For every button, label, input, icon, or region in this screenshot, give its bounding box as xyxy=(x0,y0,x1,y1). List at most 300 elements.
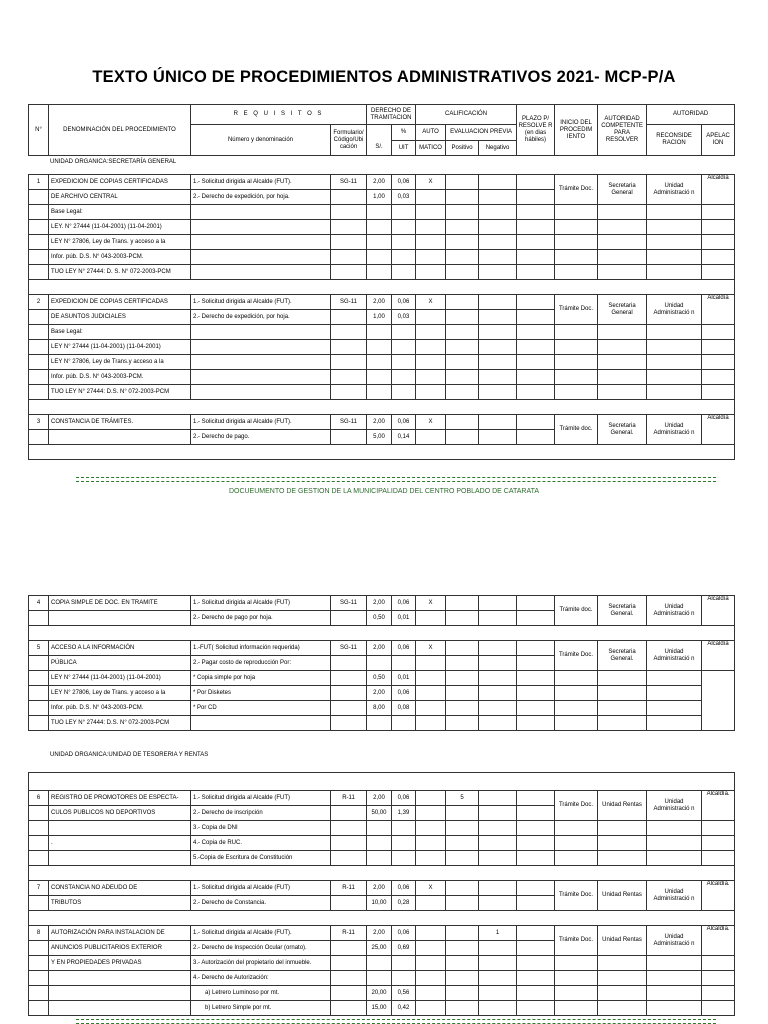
table-row xyxy=(29,370,735,385)
table-cell: Trámite Doc. xyxy=(555,791,598,821)
table-cell: LEY N° 27806, Ley de Trans.y acceso a la xyxy=(49,355,191,370)
table-cell xyxy=(367,836,392,851)
table-cell xyxy=(647,355,702,370)
table-cell xyxy=(479,295,517,310)
table-cell xyxy=(29,385,49,400)
table-cell xyxy=(29,430,49,445)
table-cell xyxy=(517,385,555,400)
table-cell: Unidad Rentas xyxy=(598,791,647,821)
table-cell xyxy=(191,205,331,220)
table-row xyxy=(29,671,735,686)
table-cell: PÚBLICA xyxy=(49,656,191,671)
table-cell xyxy=(49,986,191,1001)
table-cell xyxy=(331,250,367,265)
table-cell: Trámite Doc. xyxy=(555,175,598,205)
table-cell: 2.- Derecho de expedición, por hoja. xyxy=(191,310,331,325)
table-cell xyxy=(367,250,392,265)
table-cell: 0,06 xyxy=(392,641,416,656)
table-cell: 0,03 xyxy=(392,310,416,325)
table-cell xyxy=(702,205,735,220)
table-cell: 0,01 xyxy=(392,671,416,686)
table-cell xyxy=(331,205,367,220)
table-cell xyxy=(702,250,735,265)
table-cell xyxy=(446,836,479,851)
table-cell xyxy=(479,686,517,701)
table-cell xyxy=(446,220,479,235)
table-cell xyxy=(29,220,49,235)
table-cell: 15,00 xyxy=(367,1001,392,1016)
table-cell: 2.- Derecho de inscripción xyxy=(191,806,331,821)
table-cell xyxy=(416,716,446,731)
table-cell xyxy=(598,370,647,385)
table-cell: Infor. púb. D.S. N° 043-2003-PCM. xyxy=(49,370,191,385)
table-cell xyxy=(446,806,479,821)
table-cell xyxy=(598,325,647,340)
table-cell xyxy=(555,340,598,355)
table-cell: Secretaria General. xyxy=(598,641,647,671)
table-cell xyxy=(702,956,735,971)
table-cell xyxy=(29,806,49,821)
table-cell xyxy=(647,821,702,836)
table-cell xyxy=(446,611,479,626)
table-cell: 3 xyxy=(29,415,49,430)
table-cell xyxy=(29,626,735,641)
table-row xyxy=(29,596,735,611)
table-cell: 5 xyxy=(29,641,49,656)
table-cell: 2.- Derecho de Constancia. xyxy=(191,896,331,911)
table-cell xyxy=(367,385,392,400)
table-cell xyxy=(555,265,598,280)
table-cell: 2.- Derecho de Inspección Ocular (ornato). xyxy=(191,941,331,956)
table-cell xyxy=(517,220,555,235)
table-cell xyxy=(392,385,416,400)
table-cell xyxy=(702,235,735,250)
table-cell xyxy=(392,821,416,836)
table-cell xyxy=(647,701,702,716)
table-cell xyxy=(517,926,555,941)
table-cell xyxy=(29,701,49,716)
table-cell: 4.- Derecho de Autorización: xyxy=(191,971,331,986)
table-cell: Alcaldía xyxy=(702,641,735,671)
table-row xyxy=(29,911,735,926)
table-cell xyxy=(517,821,555,836)
table-cell: SG-11 xyxy=(331,415,367,430)
table-cell xyxy=(517,956,555,971)
table-cell xyxy=(598,355,647,370)
table-cell xyxy=(191,325,331,340)
section-tesoreria: UNIDAD ORGANICA:UNIDAD DE TESORERIA Y RENTAS xyxy=(50,752,209,758)
table-cell: Secretaria General xyxy=(598,175,647,205)
table-cell xyxy=(367,716,392,731)
table-cell: 3.- Autorización del propietario del inmueble. xyxy=(191,956,331,971)
table-cell: 25,00 xyxy=(367,941,392,956)
table-cell xyxy=(517,941,555,956)
header-formulario: Formulario/ Código/Ubi cación xyxy=(331,125,367,156)
table-cell xyxy=(29,971,49,986)
table-cell: Trámite Doc. xyxy=(555,881,598,911)
table-cell xyxy=(517,641,555,656)
table-cell xyxy=(331,671,367,686)
table-cell xyxy=(517,971,555,986)
table-cell: Unidad Administració n xyxy=(647,881,702,911)
table-cell xyxy=(555,250,598,265)
table-row xyxy=(29,641,735,656)
table-cell xyxy=(598,265,647,280)
table-cell xyxy=(416,701,446,716)
table-cell xyxy=(598,235,647,250)
table-cell: R-11 xyxy=(331,791,367,806)
table-cell: 1,00 xyxy=(367,190,392,205)
table-cell xyxy=(517,175,555,190)
table-cell xyxy=(29,941,49,956)
table-cell: TUO LEY N° 27444: D. S. N° 072-2003-PCM xyxy=(49,265,191,280)
table-cell xyxy=(392,250,416,265)
table-cell xyxy=(191,220,331,235)
table-cell: Base Legal: xyxy=(49,325,191,340)
table-cell: 1.-FUT( Solicitud información requerida) xyxy=(191,641,331,656)
table-cell: Secretaria General. xyxy=(598,596,647,626)
table-cell xyxy=(479,656,517,671)
table-cell xyxy=(49,971,191,986)
table-cell xyxy=(479,881,517,896)
table-cell xyxy=(479,851,517,866)
table-cell xyxy=(647,716,702,731)
table-cell: 0,01 xyxy=(392,611,416,626)
table-cell xyxy=(331,385,367,400)
table-cell xyxy=(49,851,191,866)
table-cell: 0,06 xyxy=(392,926,416,941)
table-cell xyxy=(29,686,49,701)
table-cell: LEY N° 27806, Ley de Trans. y acceso a la xyxy=(49,686,191,701)
table-cell xyxy=(331,971,367,986)
header-apelacion: APELAC ION xyxy=(702,125,735,156)
table-cell: TRIBUTOS xyxy=(49,896,191,911)
table-cell xyxy=(392,836,416,851)
table-cell xyxy=(479,836,517,851)
table-cell xyxy=(416,1001,446,1016)
table-cell: 50,00 xyxy=(367,806,392,821)
table-cell: Alcaldía. xyxy=(702,791,735,821)
table-cell: Unidad Administració n xyxy=(647,791,702,821)
table-cell: 0,14 xyxy=(392,430,416,445)
table-cell: 2.- Derecho de expedición, por hoja. xyxy=(191,190,331,205)
table-row xyxy=(29,821,735,836)
table-cell xyxy=(446,986,479,1001)
table-cell xyxy=(517,791,555,806)
table-cell xyxy=(392,716,416,731)
table-cell xyxy=(598,986,647,1001)
table-cell xyxy=(367,370,392,385)
table-cell xyxy=(555,851,598,866)
table-cell xyxy=(479,340,517,355)
table-cell xyxy=(416,340,446,355)
table-cell xyxy=(367,851,392,866)
table-cell xyxy=(367,205,392,220)
table-row xyxy=(29,355,735,370)
table-cell: 0,06 xyxy=(392,175,416,190)
table-cell xyxy=(446,250,479,265)
table-cell xyxy=(446,235,479,250)
table-cell: Trámite doc. xyxy=(555,596,598,626)
table-cell: 2,00 xyxy=(367,641,392,656)
table-cell: REGISTRO DE PROMOTORES DE ESPECTA- xyxy=(49,791,191,806)
table-cell xyxy=(446,656,479,671)
table-row xyxy=(29,866,735,881)
table-row xyxy=(29,280,735,295)
table-cell xyxy=(29,1001,49,1016)
table-cell xyxy=(331,611,367,626)
table-cell xyxy=(479,175,517,190)
table-cell xyxy=(479,986,517,1001)
table-cell xyxy=(647,986,702,1001)
procedures-table-1 xyxy=(28,174,735,460)
table-cell: 2 xyxy=(29,295,49,310)
table-cell xyxy=(367,656,392,671)
table-cell xyxy=(29,265,49,280)
table-cell xyxy=(367,220,392,235)
table-cell xyxy=(479,1001,517,1016)
table-cell: Unidad Administració n xyxy=(647,175,702,205)
table-row xyxy=(29,385,735,400)
table-cell xyxy=(555,836,598,851)
table-cell: 1 xyxy=(479,926,517,941)
header-table xyxy=(28,104,735,156)
table-cell xyxy=(555,686,598,701)
table-cell xyxy=(517,415,555,430)
table-cell: 1,39 xyxy=(392,806,416,821)
table-cell xyxy=(555,671,598,686)
table-cell xyxy=(598,205,647,220)
table-row xyxy=(29,836,735,851)
table-cell xyxy=(702,836,735,851)
table-cell xyxy=(416,686,446,701)
table-cell xyxy=(416,220,446,235)
table-cell xyxy=(29,956,49,971)
table-cell xyxy=(331,821,367,836)
table-cell xyxy=(49,430,191,445)
table-cell xyxy=(416,235,446,250)
header-inicio: INICIO DEL PROCEDIM IENTO xyxy=(555,105,598,156)
table-cell: Unidad Rentas xyxy=(598,881,647,911)
table-row xyxy=(29,773,735,791)
table-cell xyxy=(446,325,479,340)
table-cell xyxy=(702,986,735,1001)
table-cell xyxy=(331,941,367,956)
table-cell: 2.- Derecho de pago. xyxy=(191,430,331,445)
table-cell: * Por Disketes xyxy=(191,686,331,701)
table-row xyxy=(29,626,735,641)
procedures-table-3 xyxy=(28,772,735,1016)
table-cell: 1.- Solicitud dirigida al Alcalde (FUT) xyxy=(191,881,331,896)
table-cell xyxy=(517,686,555,701)
table-cell xyxy=(416,926,446,941)
table-cell xyxy=(392,851,416,866)
table-cell: b) Letrero Simple por mt. xyxy=(191,1001,331,1016)
table-cell xyxy=(479,821,517,836)
table-cell xyxy=(702,1001,735,1016)
table-cell: Unidad Administració n xyxy=(647,415,702,445)
table-cell: Infor. púb. D.S. N° 043-2003-PCM. xyxy=(49,250,191,265)
table-cell xyxy=(29,866,735,881)
table-cell: Trámite Doc. xyxy=(555,926,598,956)
table-cell xyxy=(647,370,702,385)
table-cell: Secretaria General. xyxy=(598,415,647,445)
table-cell xyxy=(49,821,191,836)
table-cell xyxy=(647,836,702,851)
table-cell xyxy=(416,310,446,325)
table-cell: 2,00 xyxy=(367,295,392,310)
table-cell xyxy=(517,265,555,280)
table-row xyxy=(29,415,735,430)
table-row xyxy=(29,881,735,896)
table-cell xyxy=(479,641,517,656)
table-cell xyxy=(416,325,446,340)
table-cell xyxy=(416,941,446,956)
table-cell xyxy=(647,250,702,265)
table-cell xyxy=(29,190,49,205)
table-cell xyxy=(598,220,647,235)
table-cell: CONSTANCIA DE TRÁMITES. xyxy=(49,415,191,430)
table-cell: Y EN PROPIEDADES PRIVADAS xyxy=(49,956,191,971)
table-cell xyxy=(517,355,555,370)
table-cell xyxy=(702,821,735,836)
table-cell xyxy=(392,971,416,986)
table-cell xyxy=(702,355,735,370)
table-row xyxy=(29,265,735,280)
table-cell xyxy=(479,310,517,325)
table-cell xyxy=(702,340,735,355)
table-cell xyxy=(416,851,446,866)
table-cell: Trámite doc. xyxy=(555,415,598,445)
table-cell xyxy=(598,956,647,971)
table-cell xyxy=(331,355,367,370)
table-cell: Unidad Administració n xyxy=(647,596,702,626)
table-cell xyxy=(29,611,49,626)
table-cell xyxy=(446,896,479,911)
table-cell: Unidad Administració n xyxy=(647,926,702,956)
table-row xyxy=(29,926,735,941)
table-cell: TUO LEY N° 27444: D.S. N° 072-2003-PCM xyxy=(49,385,191,400)
table-cell: 0,28 xyxy=(392,896,416,911)
table-cell xyxy=(331,235,367,250)
table-cell xyxy=(331,956,367,971)
table-cell xyxy=(647,235,702,250)
table-cell xyxy=(555,716,598,731)
table-cell xyxy=(392,220,416,235)
table-cell: LEY N° 27444 (11-04-2001) (11-04-2001) xyxy=(49,340,191,355)
table-cell xyxy=(331,1001,367,1016)
table-cell xyxy=(555,205,598,220)
table-cell: 0,06 xyxy=(392,686,416,701)
table-cell xyxy=(479,956,517,971)
table-cell xyxy=(446,190,479,205)
table-cell xyxy=(331,370,367,385)
table-cell xyxy=(555,701,598,716)
table-cell xyxy=(446,385,479,400)
table-cell: Base Legal: xyxy=(49,205,191,220)
table-cell: 8,00 xyxy=(367,701,392,716)
table-cell xyxy=(416,956,446,971)
table-cell xyxy=(479,220,517,235)
header-requisitos: R E Q U I S I T O S xyxy=(191,105,367,125)
table-cell xyxy=(446,941,479,956)
table-cell xyxy=(517,611,555,626)
table-cell: 8 xyxy=(29,926,49,941)
table-cell: LEY N° 27806, Ley de Trans. y acceso a la xyxy=(49,235,191,250)
table-cell xyxy=(555,986,598,1001)
table-cell xyxy=(446,671,479,686)
header-percent: % xyxy=(392,125,416,141)
table-cell xyxy=(647,956,702,971)
table-cell xyxy=(446,1001,479,1016)
table-cell: Alcaldía xyxy=(702,415,735,445)
table-cell: 2,00 xyxy=(367,415,392,430)
table-cell xyxy=(29,280,735,295)
table-cell xyxy=(479,596,517,611)
table-row xyxy=(29,220,735,235)
table-row xyxy=(29,716,735,731)
table-cell xyxy=(29,851,49,866)
table-cell xyxy=(416,971,446,986)
table-cell: 0,03 xyxy=(392,190,416,205)
table-cell xyxy=(29,773,735,791)
header-matico: MATICO xyxy=(416,141,446,156)
table-row xyxy=(29,791,735,806)
table-cell xyxy=(702,971,735,986)
table-cell xyxy=(446,596,479,611)
table-cell xyxy=(29,656,49,671)
table-cell xyxy=(479,325,517,340)
table-cell xyxy=(446,971,479,986)
table-cell xyxy=(392,656,416,671)
table-cell: X xyxy=(416,881,446,896)
table-cell xyxy=(191,340,331,355)
header-uit: UIT xyxy=(392,141,416,156)
table-cell: 2,00 xyxy=(367,175,392,190)
table-cell xyxy=(392,265,416,280)
table-cell xyxy=(29,325,49,340)
table-cell xyxy=(29,235,49,250)
table-cell xyxy=(331,686,367,701)
table-cell xyxy=(555,956,598,971)
table-cell xyxy=(446,370,479,385)
table-cell: 3.- Copia de DNI xyxy=(191,821,331,836)
table-cell xyxy=(416,385,446,400)
table-cell: Alcaldía xyxy=(702,596,735,626)
table-cell xyxy=(555,370,598,385)
table-cell: 0,42 xyxy=(392,1001,416,1016)
table-cell: 2,00 xyxy=(367,686,392,701)
table-cell xyxy=(517,340,555,355)
table-cell xyxy=(479,971,517,986)
table-cell xyxy=(517,250,555,265)
header-competente: AUTORIDAD COMPETENTE PARA RESOLVER xyxy=(598,105,647,156)
table-cell xyxy=(555,971,598,986)
header-soles: S/. xyxy=(367,141,392,156)
table-cell: 0,69 xyxy=(392,941,416,956)
table-cell: R-11 xyxy=(331,881,367,896)
table-cell xyxy=(517,235,555,250)
table-cell: AUTORIZACIÓN PARA INSTALACION DE xyxy=(49,926,191,941)
table-cell: ACCESO A LA INFORMACIÓN xyxy=(49,641,191,656)
table-cell xyxy=(392,956,416,971)
table-cell xyxy=(647,220,702,235)
table-cell xyxy=(367,265,392,280)
table-cell xyxy=(331,656,367,671)
table-cell: Infor. púb. D.S. N° 043-2003-PCM. xyxy=(49,701,191,716)
table-cell xyxy=(367,355,392,370)
table-cell: 1,00 xyxy=(367,310,392,325)
